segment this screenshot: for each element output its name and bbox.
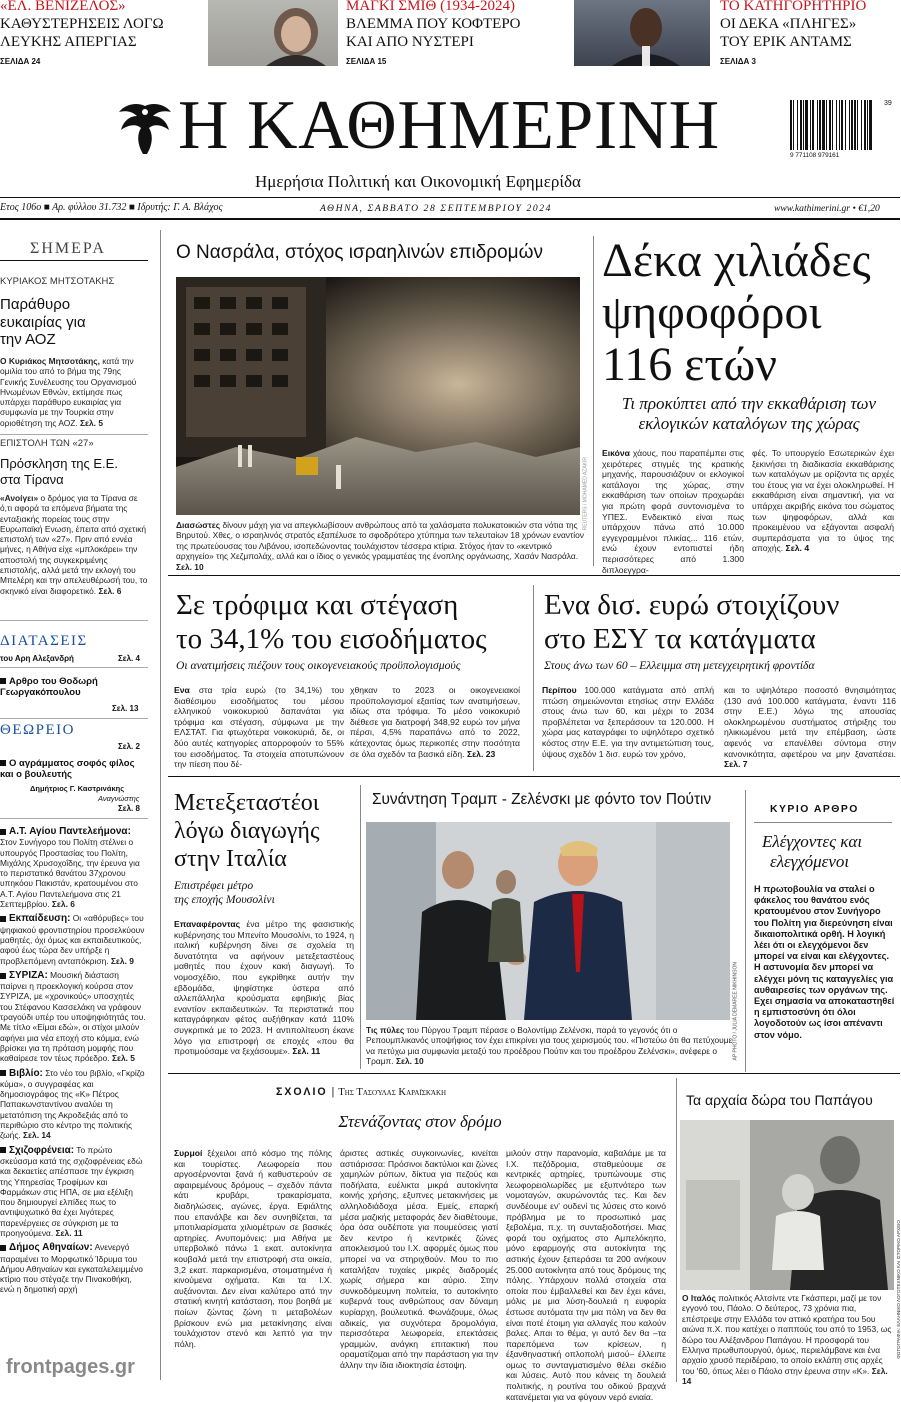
italy-trump-vrule xyxy=(360,785,361,1069)
barcode-bar xyxy=(822,100,825,150)
barcode-bar xyxy=(864,100,866,150)
barcode-bar xyxy=(829,100,831,150)
sidebar-sel: Σελ. 6 xyxy=(98,585,122,596)
issue-left: Ετος 106ο ■ Αρ. φύλλου 31.732 ■ Ιδρυτής: Γ. Α. Βλάχος xyxy=(0,202,223,213)
teaser-page: ΣΕΛΙΔΑ 24 xyxy=(0,57,41,66)
bullet-square-icon xyxy=(0,1147,6,1153)
palace-photo-title[interactable]: Τα αρχαία δώρα του Παπάγου xyxy=(686,1092,873,1108)
editorial-title: ελεγχόμενοι xyxy=(770,852,850,871)
teaser-photo-adams xyxy=(574,0,710,66)
palace-photo-caption xyxy=(682,1293,896,1387)
logo-eagle-icon xyxy=(115,98,175,162)
italy-story-subtitle: Επιστρέφει μέτρο xyxy=(174,879,254,892)
barcode xyxy=(790,100,892,159)
masthead-title: Η ΚΑΘΗΜΕΡΙΝΗ xyxy=(178,87,720,164)
food-story-col1 xyxy=(174,685,344,770)
lead-photo-caption-lead: Διασώστες xyxy=(176,520,221,530)
bullet-text: Ανενεργό παραμένει το Μορφωτικό Ίδρυμα του Δήμου Αθηναίων και εγκαταλελειμμένο κτίριο που στέγαζε την Πινακοθήκη, ενώ η δημοτική αρχή xyxy=(0,1242,143,1295)
lead-photo-caption-text: δίνουν μάχη για να απεγκλωβίσουν ανθρώπους από τα χαλάσματα πολυκατοικιών στα νότια της Βηρυτού. Χθες, ο ισραηλινός στρατός εξαπέλυσε το σφοδρότερο χτύπημα των τελευταίων 18 χρόνων εναντίον της πρωτεύουσας του Λιβάνου, ισοπεδώνοντας τουλάχιστον τέσσερα κτίρια. Στόχος ήταν το «κεντρικό αρχηγείο» της Χεζμπολάχ, αλλά και ο ίδιος ο γενικός γραμματέας της ένοπλης οργάνωσης, Χασάν Νασράλα. xyxy=(176,520,584,562)
italy-story-title: Μετεξεταστέοι xyxy=(174,790,320,816)
teaser-title: ΚΑΘΥΣΤΕΡΗΣΕΙΣ ΛΟΓΩ xyxy=(0,16,164,32)
sidebar-divider xyxy=(0,818,148,819)
bullet-text: Στον Συνήγορο του Πολίτη στέλνει ο υπουργός Προστασίας του Πολίτη, Μιχάλης Χρυσοχοΐδης, την έρευνα για το περιστατικό θανάτου 37χρονου υπηκόου Πακιστάν, κρατουμένου στο Α.Τ. Αγίου Παντελεήμονα στις 21 Σεπτεμβρίου. xyxy=(0,837,140,910)
barcode-bar xyxy=(851,100,853,150)
arthro-title-text: Αρθρο του Θοδωρή Γεωργακόπουλου xyxy=(0,676,98,698)
barcode-bar xyxy=(812,100,814,150)
sidebar-bullet[interactable] xyxy=(0,1242,148,1294)
agrammatos-author: Δημήτριος Γ. Καστρινάκης xyxy=(30,784,125,793)
theoreio-sel: Σελ. 2 xyxy=(118,742,140,751)
teaser-adams[interactable] xyxy=(720,0,900,68)
italy-story-lead: Επαναφέροντας xyxy=(174,919,241,929)
bullet-text: Μουσική διάσταση παίρνει η προεκλογική κούρσα στον ΣΥΡΙΖΑ, με «χρονικούς» υποσχητές του Στέφανου Κασσελάκη να γράφουν τραγούδι υπέρ του υποψηφιότητάς του. Με τίτλο «Είμαι εδώ», οι στίχοι μιλούν αφήνει μια νέα εποχή στο κόμμα, ενώ βρίσκει για τη πρόταση μομφής που καθαίρεσε τον τέως πρόεδρο. xyxy=(0,969,146,1064)
masthead-rule-top xyxy=(0,197,900,198)
bullet-sel: Σελ. 9 xyxy=(110,955,134,966)
italy-story-subtitle: της εποχής Μουσολίνι xyxy=(174,893,275,906)
main-story-sel: Σελ. 4 xyxy=(785,543,810,554)
barcode-bar xyxy=(869,100,872,150)
barcode-bar xyxy=(810,100,811,150)
sidebar-divider xyxy=(0,667,148,668)
watermark: frontpages.gr xyxy=(6,1356,135,1378)
barcode-bar xyxy=(826,100,827,150)
sidebar-text-lead: «Ανοίγει» xyxy=(0,493,39,503)
food-story-lead: Ενα xyxy=(174,685,190,695)
comment-text: ξέχειλοι από κόσμο της πόλης και τουρίστες. Λεωφορεία που αργοσέρνονται ξανά ή καθυστερούν σε αφαιρεμένους δρόμους – σχεδόν πάντα κάτι κρυβάρι, τρακαρίσματα, διαδηλώσεις, αγώνες, έργα. Εφιάλτης που επανάλβε και δεν συνηθίζεται, τα μποτιλιαρίσματα χιλιομέτρων σε βασικές αρτηρίες. Ανυπομόνεις: μια Αθήνα με υπερβολικό πάνω 1 εκατ. αυτοκίνητα κουβαλά μετά την επιστροφή στα οικεία, 3,2 εκατ. παρκαρισμένα, στοιματημένα ή κινούμενα οχήματα. Και τα Ι.Χ. αυξάνονται. Δεν είναι καλύτερο από την στατική κινητή κατάσταση, που βοηθά με ποίων ζώντας ζώνη τι μεταβολέων βρίσκουν ενώ μια μετακίνησης είναι τουλάχιστον στενό και λεπτό για την πόλη. xyxy=(174,1148,332,1349)
teaser-strip xyxy=(0,0,900,70)
barcode-bar xyxy=(861,100,862,150)
sidebar-headline[interactable]: Πρόσκληση της Ε.Ε. στα Τίρανα xyxy=(0,456,118,487)
diataseis-author: του Αρη Αλεξανδρή xyxy=(0,654,74,663)
barcode-number: 9 771108 979161 xyxy=(790,152,840,159)
esy-story-text: 100.000 κατάγματα από απλή πτώση σημειώνονται ετησίως στην Ελλάδα στους άνω των 60, και μέχρι το 2034 προβλέπεται να ξεπεράσουν τα 120.000. Η χώρα μας καταγράφει το υψηλότερο σχετικό κόστος στην Ε.Ε. για την αντιμετώπιση τους, ύψους σχεδόν 1 δισ. ευρώ τον χρόνο, xyxy=(542,685,714,759)
barcode-bar xyxy=(832,100,833,150)
bullet-head: Βιβλίο: xyxy=(9,1067,43,1079)
sidebar-text-body: κατά την ομιλία του από το βήμα της 79ης Γενικής Συνέλευσης του Οργανισμού Ηνωμένων Εθνών, εκτίμησε πως υπάρχει παράθυρο ευκαιρίας για συμφωνία με την Τουρκία στην οριοθέτηση της ΑΟΖ. xyxy=(0,356,137,428)
palace-photo-caption-text: πολιτικός Αλτσίντε ντε Γκάσπερι, μαζί με τον εγγονό του, Πάολο. Ο δεύτερος, 73 χρόνια πια, επέστρεψε στην Ελλάδα τον αττικό κρατήρα του 5ου αιώνα π.Χ. που κατέχει ο παππούς του από το 1953, ως δώρο του Αλέξανδρου Παπάγου. Η προσφορά του Ελληνα πρωθυπουργού, όμως, περιελάμβανε και ένα αρχαίο χρυσό περιδέραιο, το οποίο εκλάπη στις αρχές του '60, όπως λέει ο Πάολο στην έρευνα στην «Κ». xyxy=(682,1293,892,1376)
food-esy-vrule xyxy=(533,585,534,771)
main-story-vrule xyxy=(593,236,594,566)
sidebar-text xyxy=(0,493,148,596)
comment-palace-vrule xyxy=(676,1078,677,1382)
barcode-bar xyxy=(854,100,856,150)
bullet-head: Σχιζοφρένεια: xyxy=(9,1144,75,1156)
main-story-subtitle: Τι προκύπτει από την εκκαθάριση των εκλογικών καταλόγων της χώρας xyxy=(621,394,877,433)
section-rule xyxy=(168,776,900,777)
italy-story-title: στην Ιταλία xyxy=(174,846,287,872)
main-story-text: χάους, που παραπέμπει στις χειρότερες στιγμές της κρατικής μηχανής, παρουσιάζουν οι εκλογικοί κατάλογοι της χώρας, στην εκκαθάριση των οποίων προχωράει για πρώτη φορά συντονισμένα το ΥΠΕΣ. Ενδεικτικό είναι πως υπάρχουν πάνω από 10.000 εγγεγραμμένοι πλικίας... 116 ετών, ενώ έχουν εντοπιστεί ήδη περισσότερες από 1.300 διπλοεγγρα- xyxy=(602,448,744,575)
teaser-title: ΛΕΥΚΗΣ ΑΠΕΡΓΙΑΣ xyxy=(0,34,137,50)
main-story-col2 xyxy=(752,448,894,554)
sidebar-divider xyxy=(0,434,148,435)
teaser-page: ΣΕΛΙΔΑ 15 xyxy=(346,57,387,66)
trump-photo-caption-text: του Πύργου Τραμπ πέρασε ο Βολοντίμιρ Ζελένσκι, παρά το γεγονός ότι ο Ρεπουμπλικανός υποψήφιος τον έχει επικρίνει για τους χειρισμούς του. «Πιστεύω ότι θα πετύχουμε να πετύχω μια συμφωνία μεταξύ του προέδρου Πούτιν και του προέδρου Ζελένσκι», ανέφερε ο Τραμπ. xyxy=(366,1025,733,1067)
trump-photo-caption xyxy=(366,1025,736,1067)
comment-label: ΣΧΟΛΙΟ xyxy=(276,1086,328,1098)
food-story-sel: Σελ. 23 xyxy=(466,748,496,759)
bullet-text: Το πρώτο σκεύασμα κατά της σχιζοφρένειας εδώ και δεκαετίες απέσπασε την έγκριση της Υπηρεσίας Τροφίμων και Φαρμάκων στις ΗΠΑ, σε μια εξέλιξη που δημιουργεί ελπίδες πως το αντιψυχωτικό θα έχει λιγότερες παρενέργειες σε σύγκριση με τα προηγούμενα. xyxy=(0,1144,143,1238)
trump-photo-sel: Σελ. 10 xyxy=(395,1056,424,1067)
diataseis-sel: Σελ. 4 xyxy=(118,654,140,663)
main-story-title: 116 ετών xyxy=(602,338,777,391)
barcode-bar xyxy=(857,100,858,150)
barcode-bar xyxy=(800,100,802,150)
barcode-bar xyxy=(867,100,868,150)
trump-photo-credit: AP PHOTO / JULIA DEMAREE NIKHINSON xyxy=(732,962,738,1061)
comment-header xyxy=(276,1082,446,1100)
teaser-maggie-smith[interactable] xyxy=(346,0,546,68)
barcode-bar xyxy=(845,100,846,150)
agrammatos-title-text: Ο αγράμματος σοφός φίλος και ο βουλευτής xyxy=(0,758,135,780)
main-story-col1 xyxy=(602,448,744,575)
sidebar-kicker: ΕΠΙΣΤΟΛΗ ΤΩΝ «27» xyxy=(0,438,94,449)
italy-story-body: ένα μέτρο της φασιστικής κυβέρνησης του Μπενίτο Μουσολίνι, το 1924, η ιταλική κυβέρνηση δίνει σε σχολεία τη δυνατότητα να αφήνουν μετεξεταστέους μαθητές που έχουν κακή διαγωγή. Το νομοσχέδιο, που εγκρίθηκε αυτήν την εβδομάδα, ψηφίστηκε ύστερα από αλλεπάλληλα κρούσματα εφηβικής βίας εναντίον εκπαιδευτικών. Τα περιστατικά που καταγράφηκαν φέτος αυξήθηκαν κατά 110% συγκριτικά με το 2023. Η αντιπολίτευση έκανε λόγο για επιστροφή σε εποχές «που θα προτιμούσαμε να ξεχάσουμε». xyxy=(174,919,355,1057)
agrammatos-title[interactable] xyxy=(0,758,148,780)
sidebar-bullet[interactable] xyxy=(0,970,148,1064)
diataseis-label[interactable]: ΔΙΑΤΑΣΕΙΣ xyxy=(0,633,88,649)
comment-byline: Της Τασούλας Καραϊσκάκη xyxy=(338,1087,447,1098)
palace-photo-caption-lead: Ο Ιταλός xyxy=(682,1293,716,1303)
section-rule xyxy=(168,575,900,576)
barcode-bar xyxy=(803,100,804,150)
degasperi-historic-image xyxy=(680,1120,894,1290)
food-story-col2 xyxy=(350,685,520,759)
agrammatos-sel: Σελ. 8 xyxy=(118,804,140,813)
bullet-square-icon xyxy=(0,678,6,684)
portrait-graphic xyxy=(574,0,710,66)
esy-story-sel: Σελ. 7 xyxy=(724,759,748,770)
masthead-subtitle: Ημερήσια Πολιτική και Οικονομική Εφημερίδα xyxy=(255,172,581,191)
bullet-text: Οι «αθόρυβες» του ψηφιακού φροντιστηρίου προσελκύουν μαθητές, όχι όμως και εκπαιδευτικούς, αφού έως τώρα δεν υπήρξε η προβλεπόμενη ανταπόκριση. xyxy=(0,913,145,966)
food-story-subtitle: Οι ανατιμήσεις πιέζουν τους οικογενειακούς προϋπολογισμούς xyxy=(176,659,461,672)
palace-photo-credit: ΦΩΤΟΓΡΑΦΙΑ: ΕΛΛΗΝΙΚΟ ΛΟΓΟΤΕΧΝΙΚΟ ΚΑΙ ΙΣΤΟΡΙΚΟ ΑΡΧΕΙΟ xyxy=(896,1220,901,1359)
sidebar-sel: Σελ. 5 xyxy=(80,417,103,428)
sidebar-bullets xyxy=(0,826,148,1382)
sidebar-divider xyxy=(0,620,148,621)
section-rule xyxy=(168,1073,900,1074)
main-story-text: φές. Το υπουργείο Εσωτερικών έχει ξεκινήσει τη διαδικασία εκκαθάρισης των καταλόγων με ορίζοντα τις αρχές του έτους για να έχει ολοκληρωθεί. Η εκκαθάριση είναι σημαντική, για να υπάρχει ακριβής εικόνα του σώματος των ψηφοφόρων, αλλά και προκειμένου να εξάγονται ασφαλή συμπεράσματα για το ύψος της αποχής. xyxy=(752,448,894,554)
esy-story-subtitle: Στους άνω των 60 – Ελλειμμα στη μετεγχειρητική φροντίδα xyxy=(544,659,815,672)
bullet-square-icon xyxy=(0,973,6,979)
sidebar-text-body: ο δρόμος για τα Τίρανα σε ό,τι αφορά τα επόμενα βήματα της ενταξιακής πορείας τους στην Ευρωπαϊκή Ενωση, έπειτα από σχετική επιστολή των «27». Πριν από εννέα μήνες, η Αθήνα είχε «μπλοκάρει» την αποστολή της συγκεκριμένης επιστολής, αλλά μετά την εκλογή του Μπελέρη και την απελευθέρωσή του, το σκηνικό είναι διαφορετικό. xyxy=(0,493,148,596)
editorial-title: Ελέγχοντες και xyxy=(762,832,863,851)
barcode-bar xyxy=(819,100,821,150)
trump-photo-title[interactable]: Συνάντηση Τραμπ - Ζελένσκι με φόντο τον Πούτιν xyxy=(372,791,712,808)
barcode-bar xyxy=(793,100,794,150)
teaser-title: ΚΑΙ ΑΠΟ ΝΥΣΤΕΡΙ xyxy=(346,34,474,50)
barcode-bar xyxy=(849,100,850,150)
esy-story[interactable] xyxy=(538,583,900,773)
barcode-bar xyxy=(836,100,837,150)
italy-story[interactable] xyxy=(170,783,356,1073)
teaser-kicker: ΜΑΓΚΙ ΣΜΙΘ (1934-2024) xyxy=(346,0,516,14)
sidebar-text xyxy=(0,356,148,428)
bullet-head: Εκπαίδευση: xyxy=(9,913,71,925)
comment-col3 xyxy=(506,1148,666,1402)
comment-text: άριστες αστικές συγκοινωνίες, κινείται αστιάρισσα: Πρόσινοι δακτύλιοι και ζώνες χαμηλών ρύπων, δίκτυα για πεζούς και ποδήλατα, ευέλικτα μικρά αυτοκίνητα κοινής χρήσης, εξυπνες μετακινήσεις με αλληλοδιάδοχα μέσα. Εμείς, επαρκή μέσα μαζικής μεταφοράς δεν διαθέτουμε, όρα όσα ουδέποτε για πουμεύσεις γιατί δεν κεντρο ή κεντρικές ζώνες αποκλεισμού του Ι.Χ. αφορμές όμως που μπορεί να να στηριχθούν. Μου το πιο καταλήξαν τυχαίες μικρές διαδρομές χωρίς σήμερα και αύριο. Στην συνκοδόμευμνη πολιτεία, το αυτοκίνητο κυβερνά τους ανθρώπους σαν δύναμη κυρίαρχη, βουλευτικά. Φωνάζουμε, όλως αδικείς, για συχνότερα δρομολόγια, περισσότερα λεωφορεία, επεκτάσεις γραμμών, ανάγκη επιτακτική που οραματίζομαι από την παράσταση για την άλλην την ίδια ιδιοκτησία έστοψη. xyxy=(340,1148,498,1370)
arthro-sel: Σελ. 13 xyxy=(112,704,139,713)
barcode-issue: 39 xyxy=(884,100,892,107)
barcode-graphic xyxy=(790,100,876,152)
comment-lead: Συρμοί xyxy=(174,1148,203,1158)
issue-right: www.kathimerini.gr • €1,20 xyxy=(774,203,880,214)
trump-photo-caption-lead: Τις πύλες xyxy=(366,1025,405,1035)
food-story-text: στα τρία ευρώ (το 34,1%) του διαθέσιμου εισοδήματος του μέσου ελληνικού νοικοκυριού δαπανάται για τρόφιμα και στέγαση, σύμφωνα με την ΕΛΣΤΑΤ. Για φτωχότερα νοικοκυριά, δε, οι δύο αυτές κατηγορίες απορροφούν το 55% του εισοδήματος. Τα στοιχεία αποτυπώνουν την πίεση που δέ- xyxy=(174,685,344,770)
agrammatos-role: Αναγνώστης xyxy=(98,794,140,803)
editorial-box[interactable] xyxy=(745,790,895,1072)
bullet-sel: Σελ. 11 xyxy=(55,1227,83,1238)
comment-divider: | xyxy=(331,1084,335,1098)
esy-story-col1 xyxy=(542,685,714,759)
esy-story-text: και το υψηλότερο ποσοστό θνησιμότητας (130 ανά 100.000 κατάγματα, έναντι 116 στην Ε.Ε.) λόγω της απουσίας ολοκληρωμένου συστήματος στήριξης του ηλικιωμένου μετά την επέμβαση, ώστε αφενός να επανέλθει σύντομα στην κανονικότητα, αφετέρου να μην ξαναπέσει. xyxy=(724,685,896,759)
main-story[interactable] xyxy=(598,234,900,575)
italy-story-title: λόγω διαγωγής xyxy=(174,818,320,844)
esy-story-col2 xyxy=(724,685,896,770)
arthro-title[interactable] xyxy=(0,676,148,698)
sidebar-bullet[interactable] xyxy=(0,1068,148,1141)
barcode-bar xyxy=(790,100,792,150)
sidebar-text-lead: Ο Κυριάκος Μητσοτάκης, xyxy=(0,356,100,366)
sidebar-bullet[interactable] xyxy=(0,1145,148,1239)
barcode-bar xyxy=(797,100,798,150)
food-story[interactable] xyxy=(170,583,528,773)
food-story-text: χθηκαν το 2023 οι οικογενειακοί προϋπολογισμοί εξαιτίας των ανατιμήσεων, ιδίως στα τρόφιμα. Το μέσο νοικοκυριό διέθεσε για διατροφή 348,92 ευρώ τον μήνα πέρσι, 4,5% παραπάνω από το 2022, κάτεχοντας όμως περικοπές στην ποσότητα σε όλα σχεδόν τα βασικά είδη. xyxy=(350,685,520,759)
main-story-title: ψηφοφόροι xyxy=(602,286,822,339)
bullet-head: ΣΥΡΙΖΑ: xyxy=(9,969,48,981)
lead-photo-credit: REUTERS / MOHAMED AZAKIR xyxy=(582,457,588,531)
esy-story-lead: Περίπου xyxy=(542,685,577,695)
barcode-bar xyxy=(839,100,840,150)
comment-title: Στενάζοντας στον δρόμο xyxy=(338,1112,502,1131)
bullet-sel: Σελ. 5 xyxy=(112,1053,135,1064)
teaser-kicker: «ΕΛ. ΒΕΝΙΖΕΛΟΣ» xyxy=(0,0,126,14)
barcode-bar xyxy=(841,100,843,150)
comment-text: μιλούν στην παρανομία, καβαλάμε με τα Ι.Χ. πεζόδρομια, σταθμεύουμε σε κεντρικές αρτηρίες, τρυπώνουμε στις λεωφορειολωρίδες με εξυπνότερο των νομοταγών, ακυρώνοντάς τες. Και δεν συνδέουμε εν' ουδενί τις λύσεις στο κοινό πρόβλημα με το προσωπικό μας ξεβολέμα, π.χ. τη συνταξιοδοτήσει. Μιας φορά του οχήματος στο Αμπελόκηπο, μόνο εφαρμογής στα αυτοκίνητα της αστικής έχουν ξεπεράσει τα 200 ανήκουν 25.000 αυτοκίνητα από τους δρόμους της πόλης. Υπάρχουν πολλά στοιχεία στα οποία που έμβαλλεθεί και δεν έχει κάνει, μόλις με μια λύση-δουλειά η ευφορία έστωσε αυτόματα την μια πόλη να δεν θα είναι ποτέ έτοιμη για αλλαγές που καλούν βαλες. Απαι το θέμα, γι αυτό δεν θα –τα παρεπόμενα των κρίσεων, η έξανθηναστική οπλοπολή μισού– έλλειπε ομως το συνταγματισμένο θέλει σκέδιο και λύσεις. Αυτό που κάνεις τη δουλειά πολιτικής, η ρουτίνα του οδικού βραχνά κατανέμεται για να φύγουν νερό ενιαία. xyxy=(506,1148,666,1402)
editorial-label: ΚΥΡΙΟ ΑΡΘΡΟ xyxy=(770,804,859,815)
sidebar-kicker: ΚΥΡΙΑΚΟΣ ΜΗΤΣΟΤΑΚΗΣ xyxy=(0,276,115,287)
bullet-square-icon xyxy=(0,916,6,922)
main-story-lead: Εικόνα xyxy=(602,448,630,458)
trump-zelensky-image xyxy=(366,822,730,1020)
comment-col2 xyxy=(340,1148,498,1380)
barcode-bar xyxy=(805,100,808,150)
sidebar-vrule xyxy=(160,230,161,1380)
teaser-title: ΤΟΥ ΕΡΙΚ ΑΝΤΑΜΣ xyxy=(720,34,852,50)
italy-story-text xyxy=(174,919,354,1057)
teaser-venizelos[interactable] xyxy=(0,0,200,68)
theoreio-label[interactable]: ΘΕΩΡΕΙΟ xyxy=(0,722,75,738)
esy-story-title: στο ΕΣΥ τα κατάγματα xyxy=(544,623,816,655)
bullet-text: Στο νέο του βιβλίο, «Γκρίζο κύμα», ο συγγραφέας και δημοσιογράφος της «Κ» Πέτρος Παπακωνσταντίνου αναλύει τη μετατόπιση της Ακροδεξιάς από το περιθώριο στο κέντρο της πολιτικής ζωής. xyxy=(0,1067,145,1141)
masthead-rule-bottom xyxy=(0,218,900,220)
main-story-title: Δέκα χιλιάδες xyxy=(602,234,871,287)
sidebar-bullet[interactable] xyxy=(0,913,148,965)
today-rule xyxy=(0,260,148,261)
bullet-head: Α.Τ. Αγίου Παντελεήμονα: xyxy=(9,826,131,837)
food-story-title: Σε τρόφιμα και στέγαση xyxy=(176,589,459,621)
teaser-page: ΣΕΛΙΔΑ 3 xyxy=(720,57,756,66)
bullet-square-icon xyxy=(0,1245,6,1251)
editorial-text: Η πρωτοβουλία να σταλεί ο φάκελος του θανάτου ενός κρατουμένου στον Συνήγορο του Πολίτη για διερεύνηση είναι δικαιοπολιτικά ορθή. Η λογική λέει ότι οι ελεγχόμενοι δεν μπορεί να είναι και ελέγχοντες. Η αστυνομία δεν μπορεί να ελέγχει μόνη τις καταγγελίες για αυθαιρεσίες των οργάνων της. Εχει σημασία να αποκαταστηθεί η εμπιστοσύνη ότι όλοι λογοδοτούν ως ίσοι απέναντι στον νόμο. xyxy=(754,884,895,1040)
teaser-title: ΟΙ ΔΕΚΑ «ΠΛΗΓΕΣ» xyxy=(720,16,857,32)
masthead xyxy=(0,88,900,218)
barcode-bar xyxy=(817,100,818,150)
bullet-sel: Σελ. 14 xyxy=(23,1130,51,1141)
lead-photo-title[interactable]: Ο Νασράλα, στόχος ισραηλινών επιδρομών xyxy=(176,242,543,263)
bullet-head: Δήμος Αθηναίων: xyxy=(9,1242,93,1254)
sidebar-bullet[interactable] xyxy=(0,826,148,909)
teaser-title: ΒΛΕΜΜΑ ΠΟΥ ΚΟΦΤΕΡΟ xyxy=(346,16,521,32)
comment-col1 xyxy=(174,1148,332,1380)
sidebar-divider xyxy=(0,718,148,719)
bullet-sel: Σελ. 6 xyxy=(51,899,75,910)
issue-date: ΑΘΗΝΑ, ΣΑΒΒΑΤΟ 28 ΣΕΠΤΕΜΒΡΙΟΥ 2024 xyxy=(320,203,553,214)
today-label: ΣΗΜΕΡΑ xyxy=(30,240,106,257)
italy-story-sel: Σελ. 11 xyxy=(292,1046,321,1057)
sidebar xyxy=(0,226,154,1382)
bullet-square-icon xyxy=(0,760,6,766)
teaser-photo-maggie xyxy=(208,0,338,66)
beirut-rubble-image xyxy=(176,277,580,515)
food-story-title: το 34,1% του εισοδήματος xyxy=(176,623,487,655)
bullet-square-icon xyxy=(0,829,6,835)
esy-story-title: Ενα δισ. ευρώ στοιχίζουν xyxy=(544,589,840,621)
editorial-rule xyxy=(754,822,892,823)
sidebar-headline[interactable]: Παράθυρο ευκαιρίας για την ΑΟΖ xyxy=(0,296,86,348)
lead-photo-sel: Σελ. 10 xyxy=(176,561,204,572)
lead-photo-caption xyxy=(176,520,588,572)
comment-section[interactable] xyxy=(166,1078,674,1402)
palace-photo-sel: Σελ. 14 xyxy=(682,1365,888,1387)
bullet-square-icon xyxy=(0,1070,6,1076)
portrait-graphic xyxy=(208,0,338,66)
teaser-kicker: ΤΟ ΚΑΤΗΓΟΡΗΤΗΡΙΟ xyxy=(720,0,867,14)
